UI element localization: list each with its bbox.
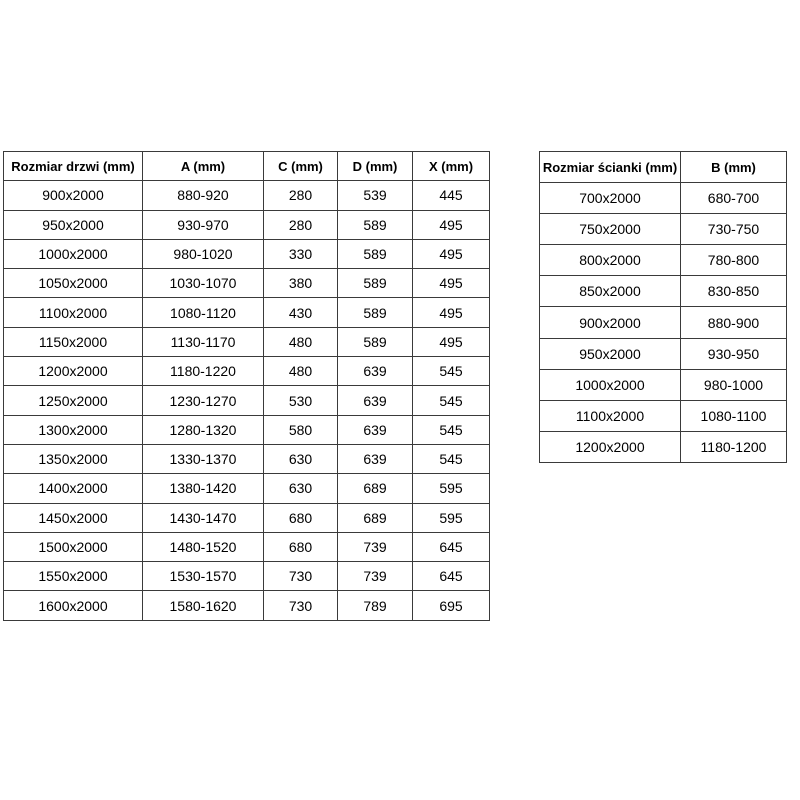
table-row: [540, 338, 787, 369]
header-cell: B (mm): [681, 152, 787, 183]
table-cell: 639: [338, 444, 413, 473]
table-row: [4, 357, 490, 386]
table-row: [4, 269, 490, 298]
table-cell: 1330-1370: [143, 444, 264, 473]
table-cell: 445: [413, 181, 490, 210]
table-cell: 1500x2000: [4, 532, 143, 561]
table-row: [4, 327, 490, 356]
table-cell: 1550x2000: [4, 562, 143, 591]
table-cell: 930-950: [681, 338, 787, 369]
table-cell: 545: [413, 357, 490, 386]
header-cell: Rozmiar drzwi (mm): [4, 152, 143, 181]
header-row: [540, 152, 787, 183]
table-row: [4, 444, 490, 473]
table-row: [4, 386, 490, 415]
table-cell: 495: [413, 239, 490, 268]
table-cell: 900x2000: [4, 181, 143, 210]
header-cell: D (mm): [338, 152, 413, 181]
table-cell: 495: [413, 327, 490, 356]
table-cell: 689: [338, 503, 413, 532]
table-row: [4, 415, 490, 444]
table-cell: 1530-1570: [143, 562, 264, 591]
header-cell: A (mm): [143, 152, 264, 181]
table-cell: 1080-1120: [143, 298, 264, 327]
table-cell: 630: [264, 444, 338, 473]
wall-panel-size-table-container: [539, 151, 786, 463]
table-cell: 850x2000: [540, 276, 681, 307]
header-cell: Rozmiar ścianki (mm): [540, 152, 681, 183]
table-cell: 639: [338, 415, 413, 444]
table-cell: 680-700: [681, 183, 787, 214]
table-cell: 495: [413, 269, 490, 298]
table-cell: 680: [264, 532, 338, 561]
table-cell: 950x2000: [4, 210, 143, 239]
table-row: [540, 400, 787, 431]
table-row: [540, 214, 787, 245]
table-cell: 1300x2000: [4, 415, 143, 444]
table-cell: 880-900: [681, 307, 787, 338]
table-cell: 1480-1520: [143, 532, 264, 561]
table-cell: 950x2000: [540, 338, 681, 369]
table-cell: 1430-1470: [143, 503, 264, 532]
table-cell: 495: [413, 298, 490, 327]
table-cell: 280: [264, 210, 338, 239]
table-row: [4, 532, 490, 561]
table-cell: 1030-1070: [143, 269, 264, 298]
table-cell: 1180-1220: [143, 357, 264, 386]
table-cell: 539: [338, 181, 413, 210]
table-cell: 1150x2000: [4, 327, 143, 356]
door-size-table: [3, 151, 490, 621]
table-row: [540, 276, 787, 307]
table-cell: 880-920: [143, 181, 264, 210]
table-cell: 1180-1200: [681, 431, 787, 462]
table-cell: 480: [264, 357, 338, 386]
table-cell: 1080-1100: [681, 400, 787, 431]
table-cell: 480: [264, 327, 338, 356]
table-cell: 1100x2000: [4, 298, 143, 327]
table-cell: 280: [264, 181, 338, 210]
table-cell: 800x2000: [540, 245, 681, 276]
table-cell: 530: [264, 386, 338, 415]
table-cell: 589: [338, 210, 413, 239]
table-cell: 830-850: [681, 276, 787, 307]
table-cell: 589: [338, 269, 413, 298]
table-row: [4, 591, 490, 620]
table-cell: 1400x2000: [4, 474, 143, 503]
table-cell: 545: [413, 386, 490, 415]
table-row: [540, 369, 787, 400]
table-cell: 1280-1320: [143, 415, 264, 444]
table-cell: 1000x2000: [4, 239, 143, 268]
table-cell: 1350x2000: [4, 444, 143, 473]
table-cell: 1050x2000: [4, 269, 143, 298]
table-row: [4, 239, 490, 268]
table-cell: 589: [338, 327, 413, 356]
table-cell: 1230-1270: [143, 386, 264, 415]
wall-panel-size-table: [539, 151, 787, 463]
table-cell: 980-1020: [143, 239, 264, 268]
table-cell: 589: [338, 298, 413, 327]
table-cell: 430: [264, 298, 338, 327]
table-cell: 930-970: [143, 210, 264, 239]
table-cell: 580: [264, 415, 338, 444]
table-cell: 645: [413, 532, 490, 561]
table-cell: 780-800: [681, 245, 787, 276]
table-cell: 595: [413, 503, 490, 532]
table-cell: 750x2000: [540, 214, 681, 245]
table-row: [4, 181, 490, 210]
header-cell: X (mm): [413, 152, 490, 181]
table-cell: 980-1000: [681, 369, 787, 400]
table-cell: 1200x2000: [4, 357, 143, 386]
table-cell: 1250x2000: [4, 386, 143, 415]
table-row: [4, 474, 490, 503]
table-cell: 680: [264, 503, 338, 532]
table-cell: 380: [264, 269, 338, 298]
table-cell: 1130-1170: [143, 327, 264, 356]
table-row: [540, 307, 787, 338]
table-cell: 1000x2000: [540, 369, 681, 400]
table-cell: 730: [264, 591, 338, 620]
table-row: [540, 183, 787, 214]
table-cell: 1580-1620: [143, 591, 264, 620]
header-cell: C (mm): [264, 152, 338, 181]
table-cell: 639: [338, 386, 413, 415]
table-cell: 1200x2000: [540, 431, 681, 462]
table-cell: 589: [338, 239, 413, 268]
header-row: [4, 152, 490, 181]
table-cell: 900x2000: [540, 307, 681, 338]
table-cell: 545: [413, 415, 490, 444]
table-cell: 595: [413, 474, 490, 503]
table-cell: 545: [413, 444, 490, 473]
table-cell: 789: [338, 591, 413, 620]
table-cell: 1100x2000: [540, 400, 681, 431]
table-cell: 1600x2000: [4, 591, 143, 620]
table-cell: 739: [338, 562, 413, 591]
table-cell: 730-750: [681, 214, 787, 245]
table-cell: 730: [264, 562, 338, 591]
door-size-table-container: [3, 151, 489, 621]
table-cell: 1450x2000: [4, 503, 143, 532]
table-cell: 689: [338, 474, 413, 503]
table-cell: 330: [264, 239, 338, 268]
table-row: [540, 245, 787, 276]
table-cell: 645: [413, 562, 490, 591]
table-cell: 739: [338, 532, 413, 561]
table-cell: 1380-1420: [143, 474, 264, 503]
table-cell: 695: [413, 591, 490, 620]
table-row: [4, 562, 490, 591]
table-row: [4, 210, 490, 239]
table-cell: 495: [413, 210, 490, 239]
table-row: [4, 298, 490, 327]
table-cell: 700x2000: [540, 183, 681, 214]
table-row: [540, 431, 787, 462]
table-cell: 630: [264, 474, 338, 503]
table-row: [4, 503, 490, 532]
table-cell: 639: [338, 357, 413, 386]
